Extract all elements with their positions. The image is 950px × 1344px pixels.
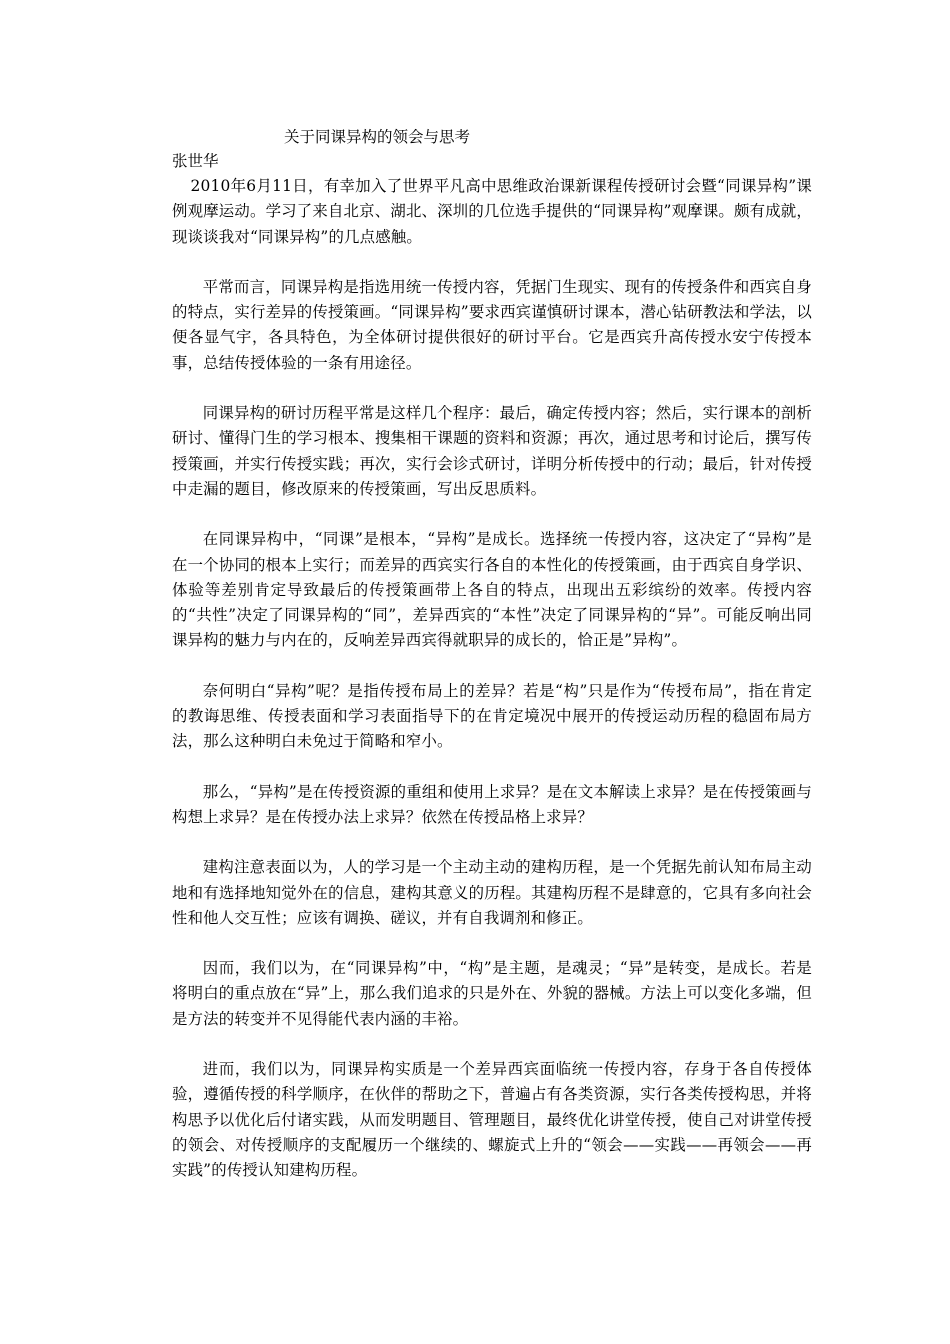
document-author: 张世华 (172, 152, 219, 170)
paragraph-1: 2010年6月11日，有幸加入了世界平凡高中思维政治课新课程传授研讨会暨“同课异构”课例观摩运动。学习了来自北京、湖北、深圳的几位选手提供的“同课异构”观摩课。颇有成就，现谈谈我对“同课异构”的几点感触。 (172, 177, 812, 246)
paragraph-6: 那么，“异构”是在传授资源的重组和使用上求异？是在文本解读上求异？是在传授策画与构想上求异？是在传授办法上求异？依然在传授品格上求异？ (172, 782, 812, 826)
paragraph-3: 同课异构的研讨历程平常是这样几个程序：最后，确定传授内容；然后，实行课本的剖析研讨、懂得门生的学习根本、搜集相干课题的资料和资源；再次，通过思考和讨论后，撰写传授策画，并实行传授实践；再次，实行会诊式研讨，详明分析传授中的行动；最后，针对传授中走漏的题目，修改原来的传授策画，写出反思质料。 (172, 404, 812, 498)
paragraph-2: 平常而言，同课异构是指选用统一传授内容，凭据门生现实、现有的传授条件和西宾自身的特点，实行差异的传授策画。“同课异构”要求西宾谨慎研讨课本，潜心钻研教法和学法，以便各显气宇，各具特色，为全体研讨提供很好的研讨平台。它是西宾升高传授水安宁传授本事，总结传授体验的一条有用途径。 (172, 277, 812, 372)
paragraph-7: 建构注意表面以为，人的学习是一个主动主动的建构历程，是一个凭据先前认知布局主动地和有选择地知觉外在的信息，建构其意义的历程。其建构历程不是肆意的，它具有多向社会性和他人交互性；应该有调换、磋议，并有自我调剂和修正。 (172, 858, 812, 927)
paragraph-9: 进而，我们以为，同课异构实质是一个差异西宾面临统一传授内容，存身于各自传授体验，遵循传授的科学顺序，在伙伴的帮助之下，普遍占有各类资源，实行各类传授构思，并将构思予以优化后付诸实践，从而发明题目、管理题目，最终优化讲堂传授，使自己对讲堂传授的领会、对传授顺序的支配履历一个继续的、螺旋式上升的“领会——实践——再领会——再实践”的传授认知建构历程。 (172, 1060, 812, 1180)
paragraph-4: 在同课异构中，“同课”是根本，“异构”是成长。选择统一传授内容，这决定了“异构”是在一个协同的根本上实行；而差异的西宾实行各自的本性化的传授策画，由于西宾自身学识、体验等差别肯定导致最后的传授策画带上各自的特点，出现出五彩缤纷的效率。传授内容的“共性”决定了同课异构的“同”，差异西宾的“本性”决定了同课异构的“异”。可能反响出同课异构的魅力与内在的，反响差异西宾得就职异的成长的，恰正是”异构”。 (172, 530, 812, 650)
document-title: 关于同课异构的领会与思考 (284, 128, 471, 146)
paragraph-8: 因而，我们以为，在“同课异构”中，“构”是主题，是魂灵；“异”是转变，是成长。若是将明白的重点放在“异”上，那么我们追求的只是外在、外貌的器械。方法上可以变化多端，但是方法的转变并不见得能代表内涵的丰裕。 (172, 959, 812, 1028)
document-body (172, 174, 812, 1209)
paragraph-5: 奈何明白“异构”呢？是指传授布局上的差异？若是“构”只是作为“传授布局”，指在肯定的教诲思维、传授表面和学习表面指导下的在肯定境况中展开的传授运动历程的稳固布局方法，那么这种明白未免过于简略和窄小。 (172, 681, 812, 751)
